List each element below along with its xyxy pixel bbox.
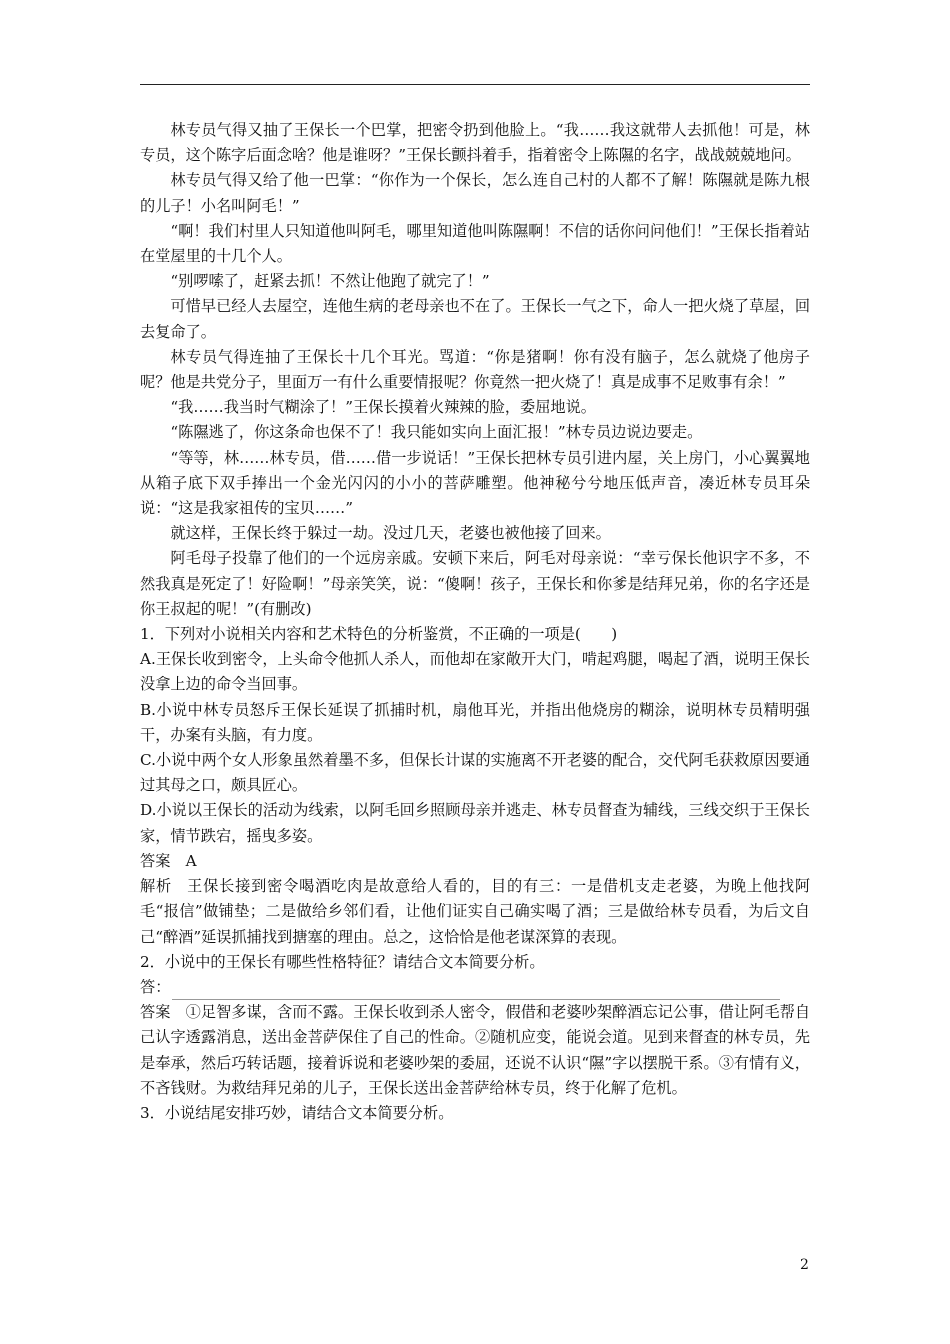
question-3-stem: 3．小说结尾安排巧妙，请结合文本简要分析。 [140, 1103, 454, 1122]
story-paragraph: 阿毛母子投靠了他们的一个远房亲戚。安顿下来后，阿毛对母亲说：“幸亏保长他识字不多，不然我真是死定了！好险啊！”母亲笑笑，说：“傻啊！孩子，王保长和你爹是结拜兄弟，你的名字还是你王叔起的呢！”(有删改) [140, 549, 810, 618]
answer-prompt: 答： [140, 977, 171, 996]
story-paragraph: 林专员气得又给了他一巴掌：“你作为一个保长，怎么连自己村的人都不了解！陈隰就是陈九根的儿子！小名叫阿毛！” [140, 171, 810, 215]
question-1-answer [140, 849, 810, 874]
answer-value: A [185, 851, 197, 870]
analysis-text: 王保长接到密令喝酒吃肉是故意给人看的，目的有三：一是借机支走老婆，为晚上他找阿毛“报信”做铺垫；二是做给乡邻们看，让他们证实自己确实喝了酒；三是做给林专员看，为后文自己“醉酒”延误抓捕找到搪塞的理由。总之，这恰恰是他老谋深算的表现。 [140, 877, 811, 946]
question-1-option-a: A.王保长收到密令，上头命令他抓人杀人，而他却在家敞开大门，啃起鸡腿，喝起了酒，说明王保长没拿上边的命令当回事。 [140, 650, 810, 694]
question-1-stem: 1．下列对小说相关内容和艺术特色的分析鉴赏，不正确的一项是( ) [140, 625, 618, 644]
analysis-label: 解析 [140, 877, 172, 896]
answer-underline [172, 983, 780, 1000]
header-rule [140, 84, 810, 85]
question-1-option-b: B.小说中林专员怒斥王保长延误了抓捕时机，扇他耳光，并指出他烧房的糊涂，说明林专员精明强干，办案有头脑，有力度。 [140, 700, 810, 744]
page-number: 2 [800, 1257, 809, 1273]
question-1-analysis [140, 874, 810, 950]
story-paragraph: “啊！我们村里人只知道他叫阿毛，哪里知道他叫陈隰啊！不信的话你问问他们！”王保长指着站在堂屋里的十几个人。 [140, 221, 810, 266]
answer-label: 答案 [140, 851, 171, 870]
question-2-answer [140, 1000, 810, 1101]
story-paragraph: “陈隰逃了，你这条命也保不了！我只能如实向上面汇报！”林专员边说边要走。 [170, 423, 703, 442]
answer-text: ①足智多谋，含而不露。王保长收到杀人密令，假借和老婆吵架醉酒忘记公事，借让阿毛帮自己认字透露消息，送出金菩萨保住了自己的性命。②随机应变，能说会道。见到来督查的林专员，先是奉承，然后巧转话题，接着诉说和老婆吵架的委屈，还说不认识“隰”字以摆脱干系。③有情有义，不吝钱财。为救结拜兄弟的儿子，王保长送出金菩萨给林专员，终于化解了危机。 [140, 1003, 811, 1097]
story-paragraph: “别啰嗦了，赶紧去抓！不然让他跑了就完了！” [170, 272, 490, 291]
story-paragraph: “等等，林……林专员，借……借一步说话！”王保长把林专员引进内屋，关上房门，小心翼翼地从箱子底下双手捧出一个金光闪闪的小小的菩萨雕塑。他神秘兮兮地压低声音，凑近林专员耳朵说：“这是我家祖传的宝贝……” [140, 448, 810, 518]
question-1-option-d: D.小说以王保长的活动为线索，以阿毛回乡照顾母亲并逃走、林专员督查为辅线，三线交织于王保长家，情节跌宕，摇曳多姿。 [140, 801, 810, 845]
story-paragraph: 就这样，王保长终于躲过一劫。没过几天，老婆也被他接了回来。 [170, 524, 611, 543]
document-body [140, 118, 810, 1126]
story-paragraph: “我……我当时气糊涂了！”王保长摸着火辣辣的脸，委屈地说。 [170, 398, 596, 417]
story-paragraph: 可惜早已经人去屋空，连他生病的老母亲也不在了。王保长一气之下，命人一把火烧了草屋，回去复命了。 [140, 297, 810, 341]
question-1-option-c: C.小说中两个女人形象虽然着墨不多，但保长计谋的实施离不开老婆的配合，交代阿毛获救原因要通过其母之口，颇具匠心。 [140, 751, 810, 795]
question-2-answer-blank [140, 975, 810, 1000]
answer-label: 答案 [140, 1003, 171, 1022]
story-paragraph: 林专员气得又抽了王保长一个巴掌，把密令扔到他脸上。“我……我这就带人去抓他！可是，林专员，这个陈字后面念啥？他是谁呀？”王保长颤抖着手，指着密令上陈隰的名字，战战兢兢地问。 [140, 121, 810, 165]
story-paragraph: 林专员气得连抽了王保长十几个耳光。骂道：“你是猪啊！你有没有脑子，怎么就烧了他房子呢？他是共党分子，里面万一有什么重要情报呢？你竟然一把火烧了！真是成事不足败事有余！” [140, 347, 810, 392]
question-2-stem: 2．小说中的王保长有哪些性格特征？请结合文本简要分析。 [140, 952, 545, 971]
